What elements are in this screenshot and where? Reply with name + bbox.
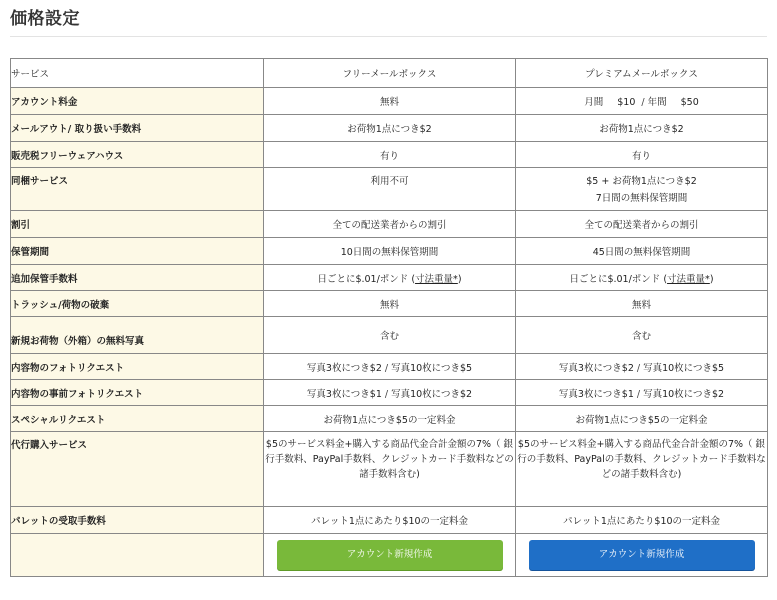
table-row: [11, 432, 768, 507]
dimensional-weight-link[interactable]: 寸法重量*: [415, 273, 458, 285]
row-label-empty: [11, 534, 264, 577]
free-plan-cell: $5のサービス料金+購入する商品代金合計金額の7%（ 銀行手数料、PayPal手数料、クレジットカード手数料などの諸手数料含む): [264, 432, 516, 507]
free-plan-cell: 無料: [264, 88, 516, 115]
storage-fee-text: 日ごとに$.01/ポンド (: [317, 273, 416, 285]
row-label: 内容物のフォトリクエスト: [11, 354, 264, 380]
table-row: [11, 265, 768, 291]
photo-price-b: 写真10枚につき$2: [391, 388, 473, 400]
photo-price-a: 写真3枚につき$2: [558, 362, 634, 374]
table-row: [11, 211, 768, 238]
row-label: 割引: [11, 211, 264, 238]
row-label: トラッシュ/荷物の破棄: [11, 291, 264, 317]
yearly-price: $50: [680, 97, 699, 108]
premium-create-account-button[interactable]: アカウント新規作成: [529, 540, 755, 570]
photo-price-a: 写真3枚につき$2: [306, 362, 382, 374]
premium-plan-cell: 有り: [516, 142, 768, 168]
table-row: [11, 406, 768, 432]
service-column-header: サービス: [11, 59, 264, 88]
storage-fee-text: 日ごとに$.01/ポンド (: [569, 273, 668, 285]
table-row: [11, 168, 768, 211]
row-label: スペシャルリクエスト: [11, 406, 264, 432]
photo-price-a: 写真3枚につき$1: [558, 388, 634, 400]
yearly-label: 年間: [647, 97, 667, 108]
price-separator: /: [636, 388, 641, 400]
free-plan-cell: お荷物1点につき$5の一定料金: [264, 406, 516, 432]
premium-plan-header: プレミアムメールボックス: [516, 59, 768, 88]
row-label: パレットの受取手数料: [11, 507, 264, 534]
monthly-price: $10: [617, 97, 636, 108]
table-row: [11, 317, 768, 354]
premium-plan-cell: 無料: [516, 291, 768, 317]
photo-price-b: 写真10枚につき$5: [391, 362, 473, 374]
price-separator: /: [384, 388, 389, 400]
premium-plan-cell: 含む: [516, 317, 768, 354]
storage-fee-suffix: ): [709, 273, 714, 285]
premium-plan-cell: 45日間の無料保管期間: [516, 238, 768, 265]
free-plan-cell: 10日間の無料保管期間: [264, 238, 516, 265]
premium-plan-cell: [516, 88, 768, 115]
free-plan-cell: 利用不可: [264, 168, 516, 211]
table-row: [11, 238, 768, 265]
table-row: [11, 115, 768, 142]
table-row: [11, 88, 768, 115]
row-label: 保管期間: [11, 238, 264, 265]
free-plan-cell: 無料: [264, 291, 516, 317]
free-plan-cell: 有り: [264, 142, 516, 168]
photo-price-b: 写真10枚につき$2: [643, 388, 725, 400]
free-create-account-button[interactable]: アカウント新規作成: [277, 540, 503, 570]
bundling-storage: 7日間の無料保管期間: [595, 193, 688, 204]
table-row: [11, 354, 768, 380]
table-row: [11, 380, 768, 406]
free-plan-cell: [264, 380, 516, 406]
premium-plan-cell: $5のサービス料金+購入する商品代金合計金額の7%（ 銀行の手数料、PayPalの手数料、クレジットカード手数料などの諸手数料含む): [516, 432, 768, 507]
dimensional-weight-link[interactable]: 寸法重量*: [667, 273, 710, 285]
row-label: 新規お荷物（外箱）の無料写真: [11, 317, 264, 354]
signup-button-row: [11, 534, 768, 577]
free-plan-cell: 含む: [264, 317, 516, 354]
row-label: アカウント料金: [11, 88, 264, 115]
premium-plan-cell: [516, 534, 768, 577]
free-plan-cell: [264, 265, 516, 291]
price-separator: /: [384, 362, 389, 374]
free-plan-cell: 全ての配送業者からの割引: [264, 211, 516, 238]
premium-plan-cell: [516, 265, 768, 291]
storage-fee-suffix: ): [457, 273, 462, 285]
row-label: 販売税フリーウェアハウス: [11, 142, 264, 168]
table-header-row: [11, 59, 768, 88]
premium-plan-cell: [516, 354, 768, 380]
pricing-table: [10, 58, 768, 577]
bundling-fee: $5 + お荷物1点につき$2: [586, 176, 697, 187]
free-plan-cell: パレット1点にあたり$10の一定料金: [264, 507, 516, 534]
table-row: [11, 291, 768, 317]
free-plan-header: フリーメールボックス: [264, 59, 516, 88]
page-title: 価格設定: [10, 9, 80, 29]
photo-price-a: 写真3枚につき$1: [306, 388, 382, 400]
row-label: 代行購入サービス: [11, 432, 264, 507]
premium-plan-cell: 全ての配送業者からの割引: [516, 211, 768, 238]
row-label: 内容物の事前フォトリクエスト: [11, 380, 264, 406]
price-separator: /: [641, 97, 645, 108]
free-plan-cell: お荷物1点につき$2: [264, 115, 516, 142]
row-label: 追加保管手数料: [11, 265, 264, 291]
table-row: [11, 507, 768, 534]
premium-plan-cell: [516, 380, 768, 406]
table-row: [11, 142, 768, 168]
free-plan-cell: [264, 534, 516, 577]
row-label: メールアウト/ 取り扱い手数料: [11, 115, 264, 142]
row-label: 同梱サービス: [11, 168, 264, 211]
free-plan-cell: [264, 354, 516, 380]
monthly-label: 月間: [584, 97, 604, 108]
title-divider: [10, 36, 767, 37]
price-separator: /: [636, 362, 641, 374]
premium-plan-cell: お荷物1点につき$5の一定料金: [516, 406, 768, 432]
photo-price-b: 写真10枚につき$5: [643, 362, 725, 374]
premium-plan-cell: パレット1点にあたり$10の一定料金: [516, 507, 768, 534]
premium-plan-cell: [516, 168, 768, 211]
premium-plan-cell: お荷物1点につき$2: [516, 115, 768, 142]
